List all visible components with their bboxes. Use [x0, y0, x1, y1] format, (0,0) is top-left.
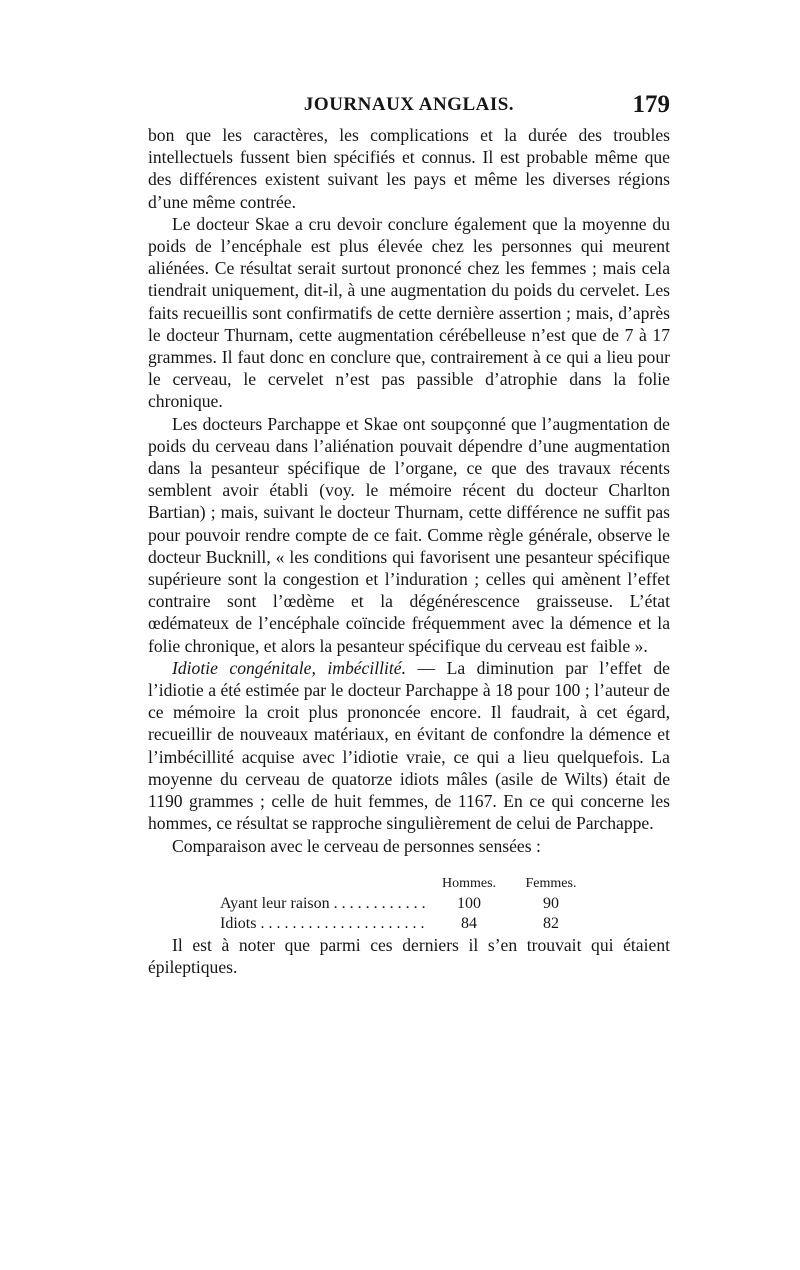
- column-header-men: Hommes.: [441, 875, 497, 891]
- cell-men: 100: [457, 894, 481, 912]
- row-label: Idiots . . .: [220, 914, 428, 934]
- book-page: [148, 91, 670, 978]
- paragraph-continuation: bon que les caractères, les complications et la durée des troubles intellectuels fussent bien spécifiés et connus. Il est probable même que des différences existent suivant les pays et même les diverses régions d’une même contrée.: [148, 125, 670, 212]
- table-header-row: [220, 874, 592, 894]
- idiotie-body: — La diminution par l’effet de l’idiotie a été estimée par le docteur Parchappe à 18 pour 100 ; l’auteur de ce mémoire la croit plus prononcée encore. Il faudrait, à cet égard, recueillir de nouveaux matériaux, en évitant de confondre la démence et l’imbécillité acquise avec l’idiotie vraie, ce qui a lieu quelquefois. La moyenne du cerveau de quatorze idiots mâles (asile de Wilts) était de 1190 grammes ; celle de huit femmes, de 1167. En ce qui concerne les hommes, ce résultat se rapproche singulièrement de celui de Parchappe.: [148, 657, 670, 834]
- cell-men: 84: [461, 914, 477, 932]
- cell-women: 90: [543, 894, 559, 912]
- column-header-women: Femmes.: [525, 875, 577, 891]
- page-number: 179: [632, 91, 670, 118]
- paragraph-parchappe: Les docteurs Parchappe et Skae ont soupçonné que l’augmentation de poids du cerveau dans l’aliénation pouvait dépendre d’une augmentation dans la pesanteur spécifique de l’organe, ce que des travaux récents semblent avoir établi (voy. le mémoire récent du docteur Charlton Bartian) ; mais, suivant le docteur Thurnam, cette différence ne suffit pas pour pouvoir rendre compte de ce fait. Comme règle générale, observe le docteur Bucknill, « les conditions qui favorisent une pesanteur spécifique supérieure sont la congestion et l’induration ; celles qui amènent l’effet contraire sont l’œdème et la dégénérescence graisseuse. L’état œdémateux de l’encéphale coïncide fréquemment avec la démence et la folie chronique, et alors la pesanteur spécifique du cerveau est faible ».: [148, 413, 670, 656]
- paragraph-idiotie: [148, 657, 670, 835]
- row-label: Ayant leur raison . . .: [220, 894, 428, 914]
- body-text: [148, 124, 670, 978]
- paragraph-final: Il est à noter que parmi ces derniers il s’en trouvait qui étaient épileptiques.: [148, 934, 670, 977]
- table-row: [220, 894, 592, 914]
- running-header: [148, 91, 670, 124]
- table-row: [220, 914, 592, 934]
- cell-women: 82: [543, 914, 559, 932]
- section-heading-idiotie: Idiotie congénitale, imbécillité.: [172, 657, 407, 678]
- paragraph-skae: Le docteur Skae a cru devoir conclure également que la moyenne du poids de l’encéphale est plus élevée chez les personnes qui meurent aliénées. Ce résultat serait surtout prononcé chez les femmes ; mais cela tiendrait uniquement, dit-il, à une augmentation du poids du cervelet. Les faits recueillis sont confirmatifs de cette dernière assertion ; mais, d’après le docteur Thurnam, cette augmentation cérébelleuse n’est que de 7 à 17 grammes. Il faut donc en conclure que, contrairement à ce qui a lieu pour le cerveau, le cervelet n’est pas passible d’atrophie dans la folie chronique.: [148, 213, 670, 412]
- running-title: JOURNAUX ANGLAIS.: [303, 94, 515, 115]
- comparison-intro: Comparaison avec le cerveau de personnes sensées :: [172, 835, 541, 856]
- comparison-table: [220, 874, 592, 934]
